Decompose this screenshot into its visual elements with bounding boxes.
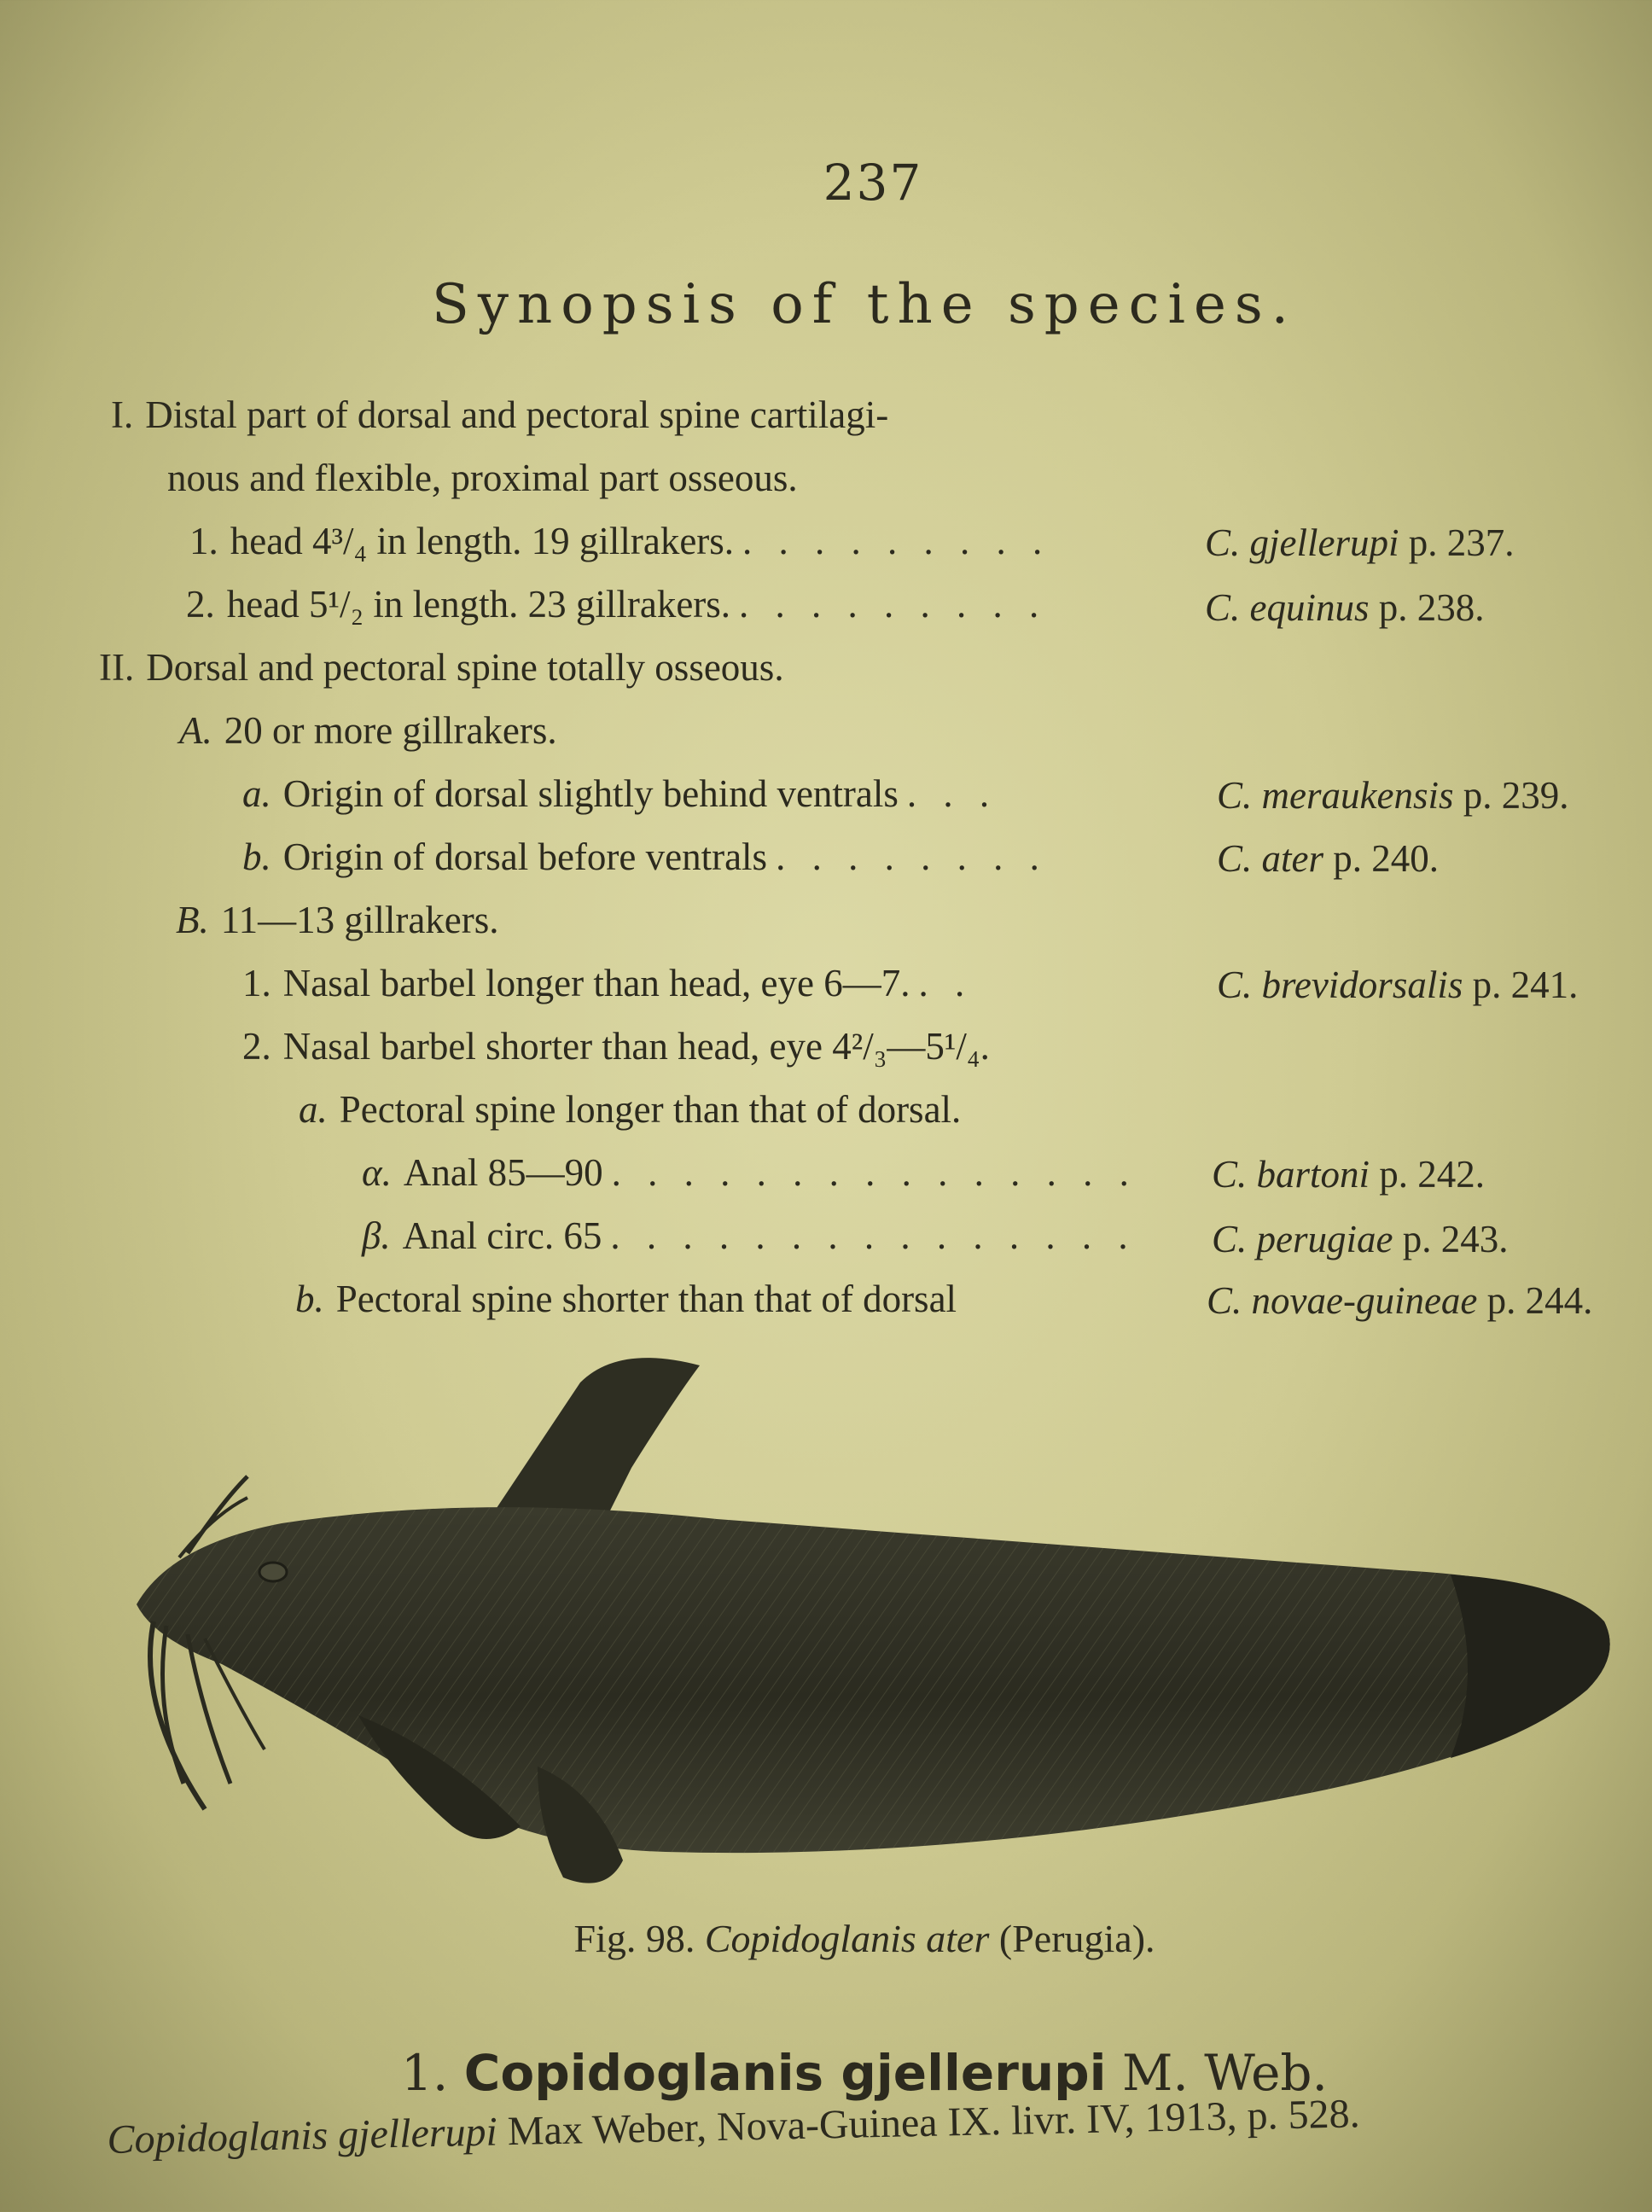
leader-dots: . . — [918, 962, 974, 1004]
key-label: A. — [179, 709, 212, 752]
key-label: a. — [242, 772, 271, 815]
key-text: Nasal barbel longer than head, eye 6—7. — [282, 962, 910, 1004]
key-label: α. — [362, 1151, 392, 1194]
page-number: 237 — [823, 154, 923, 212]
caption-author: (Perugia). — [998, 1917, 1155, 1960]
species-ref-meraukensis — [1217, 773, 1568, 818]
key-label: a. — [299, 1088, 328, 1131]
species-name: perugiae — [1256, 1218, 1393, 1260]
key-label: β. — [362, 1214, 391, 1257]
key-label: 2. — [186, 583, 215, 626]
page-title: Synopsis of the species. — [432, 273, 1297, 336]
key-text: Nasal barbel shorter than head, eye 4²/₃—5¹/₄. — [282, 1025, 990, 1068]
genus: C. — [1217, 963, 1253, 1006]
page-ref: p. 242. — [1379, 1153, 1486, 1196]
key-text: Pectoral spine shorter than that of dorsal — [335, 1278, 957, 1320]
key-text: Origin of dorsal slightly behind ventrals — [282, 772, 899, 815]
genus: C. — [1205, 521, 1241, 564]
key-label: 1. — [242, 962, 271, 1004]
species-ref-ater — [1217, 836, 1439, 881]
genus: C. — [1212, 1218, 1248, 1260]
species-name: meraukensis — [1261, 774, 1454, 817]
key-text: 11—13 gillrakers. — [220, 899, 499, 941]
page-ref: p. 238. — [1378, 586, 1485, 629]
leader-dots: . . . — [906, 772, 998, 815]
species-name: ater — [1261, 837, 1324, 880]
key-line-beta — [362, 1214, 1137, 1258]
key-text: Pectoral spine longer than that of dorsal. — [339, 1088, 962, 1131]
page-ref: p. 243. — [1402, 1218, 1509, 1260]
section-author: M. Web. — [1121, 2044, 1328, 2102]
species-name: novae-guineae — [1251, 1279, 1478, 1322]
page-ref: p. 244. — [1486, 1279, 1593, 1322]
key-line-alpha — [362, 1150, 1137, 1195]
species-ref-novae-guineae — [1207, 1278, 1592, 1323]
page-ref: p. 240. — [1333, 837, 1440, 880]
key-text: Dorsal and pectoral spine totally osseous. — [146, 646, 784, 689]
key-label: B. — [176, 899, 209, 941]
caudal-fin — [1451, 1575, 1610, 1758]
leader-dots: . . . . . . . . . . . . . . . — [611, 1151, 1137, 1194]
species-name: equinus — [1249, 586, 1370, 629]
caption-species: Copidoglanis ater — [704, 1917, 990, 1960]
key-text: Origin of dorsal before ventrals — [282, 835, 768, 878]
species-ref-brevidorsalis — [1217, 963, 1578, 1007]
section-species: Copidoglanis gjellerupi — [463, 2044, 1107, 2102]
species-name: brevidorsalis — [1261, 963, 1463, 1006]
reference-citation: Max Weber, Nova-Guinea IX. livr. IV, 1913, p. 528. — [507, 2091, 1361, 2155]
key-line-II — [99, 645, 784, 690]
key-text: head 4³/₄ in length. 19 gillrakers. — [230, 520, 735, 562]
key-label: I. — [111, 393, 134, 436]
key-line-IIAb — [242, 835, 1048, 879]
eye — [259, 1563, 287, 1581]
leader-dots: . . . . . . . . . — [739, 583, 1048, 626]
key-text: nous and flexible, proximal part osseous. — [167, 457, 798, 499]
key-text: head 5¹/₂ in length. 23 gillrakers. — [226, 583, 731, 626]
key-line-IIB2b — [295, 1277, 957, 1321]
species-name: gjellerupi — [1249, 521, 1399, 564]
catfish-illustration — [119, 1348, 1652, 1912]
key-line-IIA — [179, 708, 557, 753]
genus: C. — [1207, 1279, 1242, 1322]
key-label: 2. — [242, 1025, 271, 1068]
species-name: bartoni — [1256, 1153, 1370, 1196]
key-text: 20 or more gillrakers. — [224, 709, 557, 752]
key-line-IIB — [176, 898, 499, 942]
key-line-I — [111, 393, 888, 437]
reference-species: Copidoglanis gjellerupi — [107, 2109, 498, 2163]
key-line-IIAa — [242, 771, 998, 816]
genus: C. — [1205, 586, 1241, 629]
genus: C. — [1212, 1153, 1248, 1196]
key-line-IIB2a — [299, 1087, 961, 1132]
leader-dots: . . . . . . . . . — [742, 520, 1051, 562]
page-ref: p. 237. — [1408, 521, 1515, 564]
key-line-I1 — [189, 519, 1050, 563]
key-line-IIB2 — [242, 1024, 990, 1068]
species-ref-equinus — [1205, 585, 1485, 630]
page-ref: p. 241. — [1472, 963, 1579, 1006]
page-ref: p. 239. — [1463, 774, 1569, 817]
species-ref-perugiae — [1212, 1217, 1508, 1261]
leader-dots: . . . . . . . . — [776, 835, 1048, 878]
key-line-I2 — [186, 582, 1047, 626]
leader-dots: . . . . . . . . . . . . . . . — [610, 1214, 1137, 1257]
key-label: b. — [242, 835, 271, 878]
key-text: Anal 85—90 — [403, 1151, 603, 1194]
section-number: 1. — [401, 2044, 449, 2102]
key-label: II. — [99, 646, 135, 689]
section-heading — [0, 2044, 1652, 2102]
caption-prefix: Fig. 98. — [573, 1917, 695, 1960]
key-text: Distal part of dorsal and pectoral spine cartilagi- — [145, 393, 889, 436]
key-label: 1. — [189, 520, 218, 562]
species-ref-bartoni — [1212, 1152, 1485, 1196]
key-label: b. — [295, 1278, 324, 1320]
dorsal-fin — [495, 1358, 700, 1519]
genus: C. — [1217, 837, 1253, 880]
key-line-IIB1 — [242, 961, 973, 1005]
species-ref-gjellerupi — [1205, 521, 1514, 565]
figure-caption — [0, 1916, 1652, 1961]
key-line-I-cont — [167, 456, 798, 500]
genus: C. — [1217, 774, 1253, 817]
key-text: Anal circ. 65 — [402, 1214, 602, 1257]
